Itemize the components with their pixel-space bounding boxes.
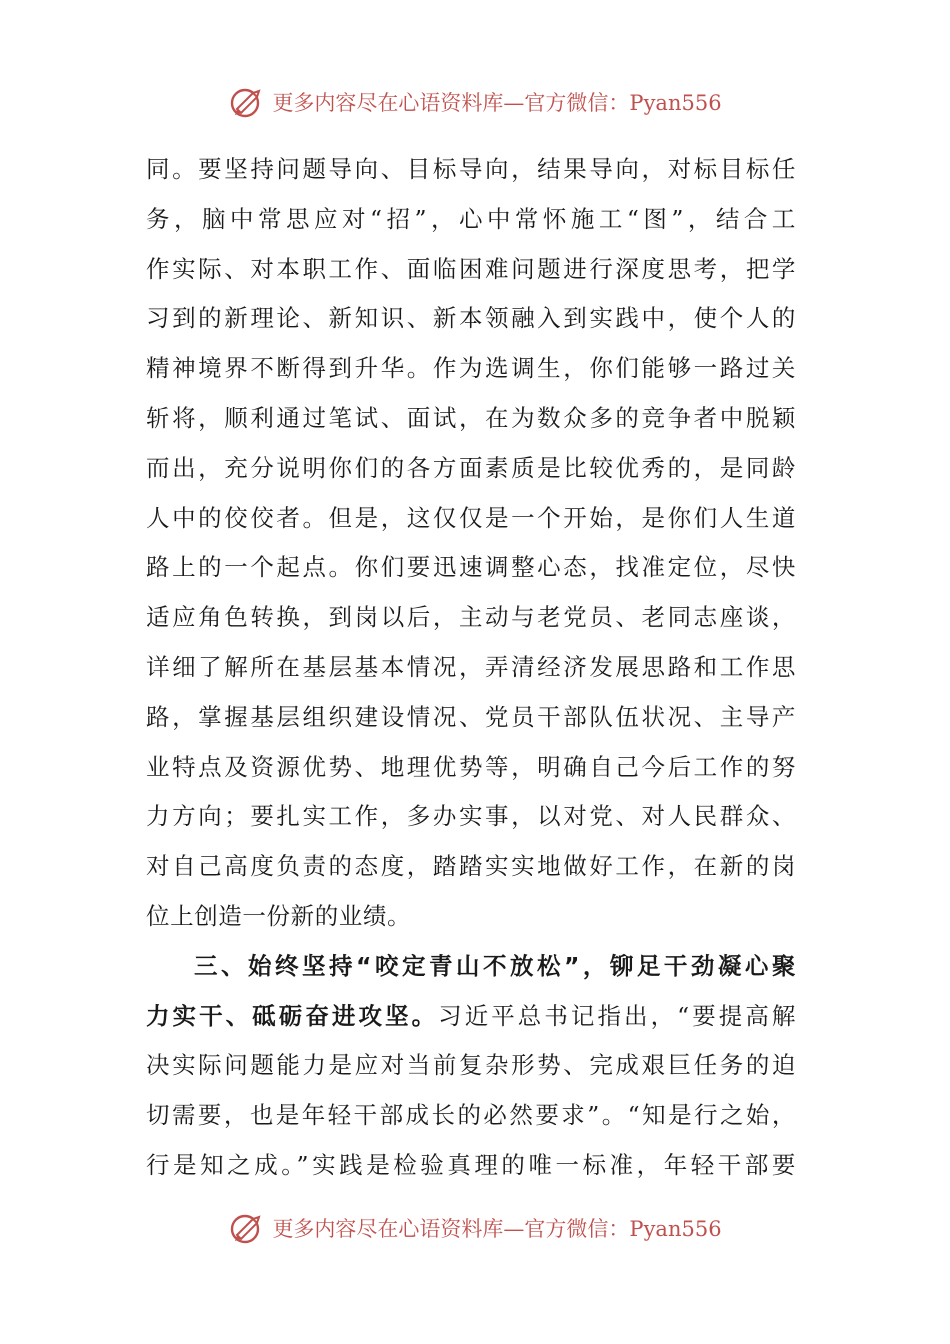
section-heading-end: 力实干、砥砺奋进攻坚。 [146,1001,439,1030]
paragraph-line: 决实际问题能力是应对当前复杂形势、完成艰巨任务的迫 [146,1051,796,1080]
paragraph-line: 力方向；要扎实工作，多办实事，以对党、对人民群众、 [146,802,796,831]
paragraph-line: 行是知之成。”实践是检验真理的唯一标准，年轻干部要 [146,1150,796,1179]
header-banner [0,80,950,124]
paragraph-line: 作实际、对本职工作、面临困难问题进行深度思考，把学 [146,254,796,283]
paragraph-line: 而出，充分说明你们的各方面素质是比较优秀的，是同龄 [146,453,796,482]
section-heading: 三、始终坚持“咬定青山不放松”，铆足干劲凝心聚 [194,951,796,980]
paragraph-line: 详细了解所在基层基本情况，弄清经济发展思路和工作思 [146,652,796,681]
paragraph-line: 路，掌握基层组织建设情况、党员干部队伍状况、主导产 [146,702,796,731]
paragraph-line: 适应角色转换，到岗以后，主动与老党员、老同志座谈， [146,603,796,632]
section-heading-continued [146,992,796,1042]
paragraph-line: 切需要，也是年轻干部成长的必然要求”。“知是行之始， [146,1101,796,1130]
pen-logo-icon [228,1208,268,1248]
paragraph-line: 习到的新理论、新知识、新本领融入到实践中，使个人的 [146,304,796,333]
paragraph-line: 位上创造一份新的业绩。 [146,901,412,930]
paragraph-line: 同。要坚持问题导向、目标导向，结果导向，对标目标任 [146,155,796,183]
paragraph-text: 习近平总书记指出，“要提高解 [438,1001,796,1030]
banner-text: 更多内容尽在心语资料库—官方微信：Pyan556 [272,1217,722,1241]
paragraph-line: 路上的一个起点。你们要迅速调整心态，找准定位，尽快 [146,553,796,582]
paragraph-line: 精神境界不断得到升华。作为选调生，你们能够一路过关 [146,354,796,383]
banner-text: 更多内容尽在心语资料库—官方微信：Pyan556 [272,91,722,115]
paragraph-line: 对自己高度负责的态度，踏踏实实地做好工作，在新的岗 [146,852,796,881]
paragraph-line: 斩将，顺利通过笔试、面试，在为数众多的竞争者中脱颖 [146,403,796,432]
paragraph-line: 业特点及资源优势、地理优势等，明确自己今后工作的努 [146,752,796,781]
document-body [146,145,796,1191]
paragraph-line: 务，脑中常思应对“招”，心中常怀施工“图”，结合工 [146,204,796,233]
pen-logo-icon [228,82,268,122]
paragraph-line: 人中的佼佼者。但是，这仅仅是一个开始，是你们人生道 [146,503,796,532]
footer-banner [0,1206,950,1250]
